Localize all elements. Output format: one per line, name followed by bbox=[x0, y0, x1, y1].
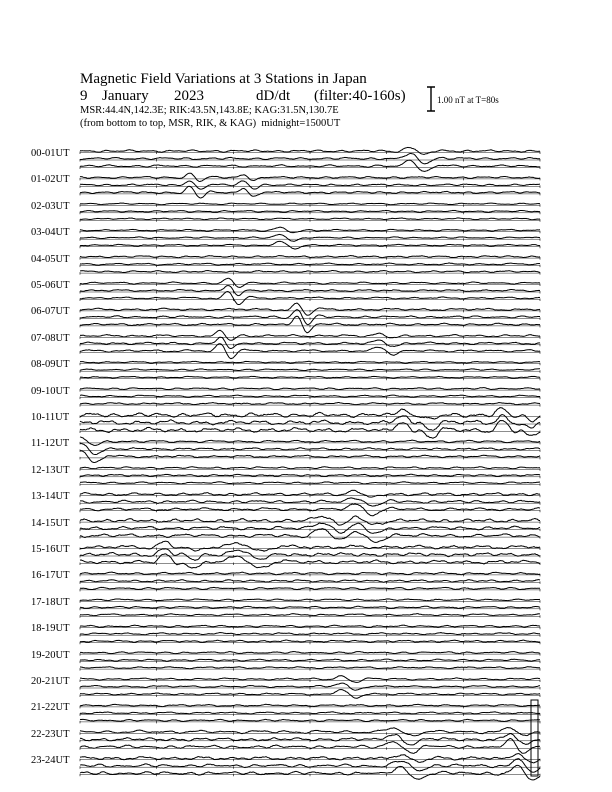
hour-label: 16-17UT bbox=[31, 570, 70, 582]
hour-row bbox=[80, 303, 540, 333]
hour-row bbox=[80, 541, 540, 568]
station-order-note: (from bottom to top, MSR, RIK, & KAG) bbox=[80, 118, 257, 129]
scale-bar-label: 1.00 nT at T=80s bbox=[437, 95, 499, 105]
scale-bar bbox=[427, 87, 435, 111]
station-coordinates: MSR:44.4N,142.3E; RIK:43.5N,143.8E; KAG:31.5N,130.7E bbox=[80, 105, 339, 116]
trace-kag bbox=[80, 754, 540, 763]
hour-row bbox=[80, 256, 540, 275]
trace-msr bbox=[80, 451, 540, 463]
hour-row bbox=[80, 652, 540, 671]
quantity-label: dD/dt bbox=[256, 88, 291, 104]
hour-label: 09-10UT bbox=[31, 385, 70, 397]
hour-row bbox=[80, 599, 540, 618]
hour-row bbox=[80, 572, 540, 591]
date-day: 9 bbox=[80, 88, 88, 104]
hour-row bbox=[80, 388, 540, 407]
trace-rik bbox=[80, 549, 540, 561]
hour-label: 23-24UT bbox=[31, 755, 70, 767]
hour-label: 04-05UT bbox=[31, 253, 70, 265]
trace-rik bbox=[80, 153, 540, 163]
hour-row bbox=[80, 516, 540, 543]
hour-row bbox=[80, 173, 540, 198]
filter-label: (filter:40-160s) bbox=[314, 88, 406, 104]
trace-rik bbox=[80, 523, 540, 533]
hour-label: 22-23UT bbox=[31, 728, 70, 740]
trace-rik bbox=[80, 337, 540, 348]
trace-kag bbox=[80, 516, 540, 525]
hour-label: 15-16UT bbox=[31, 544, 70, 555]
hour-row bbox=[80, 361, 540, 380]
hour-row bbox=[80, 330, 540, 358]
trace-kag bbox=[80, 278, 540, 287]
trace-rik bbox=[80, 444, 540, 455]
trace-kag bbox=[80, 704, 540, 706]
hour-row bbox=[80, 227, 540, 249]
hour-row bbox=[80, 704, 540, 723]
hour-label: 00-01UT bbox=[31, 148, 70, 159]
hour-row bbox=[80, 408, 540, 439]
chart-title: Magnetic Field Variations at 3 Stations in Japan bbox=[80, 71, 367, 87]
hour-label: 11-12UT bbox=[31, 438, 70, 450]
hour-row bbox=[80, 754, 540, 780]
hour-label: 13-14UT bbox=[31, 491, 70, 503]
trace-rik bbox=[80, 181, 540, 189]
trace-kag bbox=[80, 256, 540, 258]
hour-label: 03-04UT bbox=[31, 227, 70, 239]
hour-row bbox=[80, 203, 540, 222]
hour-label: 06-07UT bbox=[31, 306, 70, 318]
hour-label: 10-11UT bbox=[31, 412, 70, 423]
trace-rik bbox=[80, 263, 540, 265]
hour-label: 05-06UT bbox=[31, 280, 70, 291]
trace-rik bbox=[80, 286, 540, 296]
date-year: 2023 bbox=[174, 88, 204, 104]
hour-row bbox=[80, 467, 540, 486]
hour-label: 02-03UT bbox=[31, 200, 70, 212]
hour-label: 18-19UT bbox=[31, 623, 70, 635]
hour-label: 14-15UT bbox=[31, 517, 70, 529]
hour-row bbox=[80, 625, 540, 644]
hour-label: 21-22UT bbox=[31, 702, 70, 714]
trace-kag bbox=[80, 303, 540, 315]
hour-label: 01-02UT bbox=[31, 174, 70, 186]
trace-kag bbox=[80, 408, 540, 422]
trace-rik bbox=[80, 498, 540, 506]
trace-msr bbox=[80, 614, 540, 616]
hour-label: 07-08UT bbox=[31, 332, 70, 344]
date-month: January bbox=[102, 88, 149, 104]
hour-label: 08-09UT bbox=[31, 359, 70, 371]
hour-row bbox=[80, 437, 540, 463]
hour-label: 19-20UT bbox=[31, 649, 70, 661]
hour-row bbox=[80, 147, 540, 171]
hour-label: 12-13UT bbox=[31, 464, 70, 476]
hour-label: 17-18UT bbox=[31, 596, 70, 608]
trace-msr bbox=[80, 504, 540, 516]
trace-msr bbox=[80, 186, 540, 198]
hour-row bbox=[80, 727, 540, 753]
hour-row bbox=[80, 676, 540, 699]
trace-msr bbox=[80, 160, 540, 171]
overflow-bar bbox=[531, 700, 538, 776]
hour-label: 20-21UT bbox=[31, 676, 70, 687]
midnight-note: midnight=1500UT bbox=[261, 118, 341, 129]
hour-row bbox=[80, 278, 540, 304]
hour-row bbox=[80, 490, 540, 516]
trace-rik bbox=[80, 734, 540, 745]
trace-msr bbox=[80, 690, 540, 699]
